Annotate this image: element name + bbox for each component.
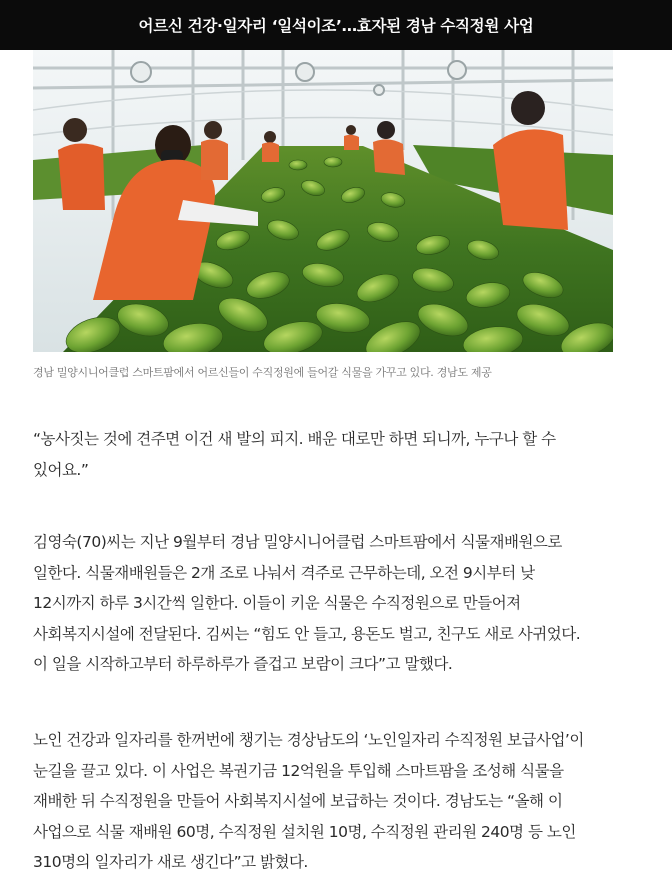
article-photo: [33, 50, 613, 352]
paragraph-line: 사업으로 식물 재배원 60명, 수직정원 설치원 10명, 수직정원 관리원 240명 등 노인: [33, 822, 576, 841]
photo-caption: 경남 밀양시니어클럽 스마트팜에서 어르신들이 수직정원에 들어갈 식물을 가꾸고 있다. 경남도 제공: [33, 366, 492, 379]
article-headline: 어르신 건강·일자리 ‘일석이조’…효자된 경남 수직정원 사업: [138, 17, 534, 35]
paragraph-line: 사회복지시설에 전달된다. 김씨는 “힘도 안 들고, 용돈도 벌고, 친구도 새로 사귀었다.: [33, 624, 581, 643]
paragraph-line: 310명의 일자리가 새로 생긴다”고 밝혔다.: [33, 853, 308, 872]
paragraph-line: 있어요.”: [33, 460, 89, 479]
paragraph-line: “농사짓는 것에 견주면 이건 새 발의 피지. 배운 대로만 하면 되니까, 누구나 할 수: [33, 430, 556, 448]
article-headline-bar: [0, 0, 672, 50]
paragraph-line: 재배한 뒤 수직정원을 만들어 사회복지시설에 보급하는 것이다. 경남도는 “올해 이: [33, 792, 563, 811]
paragraph-line: 김영숙(70)씨는 지난 9월부터 경남 밀양시니어클럽 스마트팜에서 식물재배원으로: [33, 533, 562, 551]
article-paragraph-3: [33, 725, 633, 878]
paragraph-line: 노인 건강과 일자리를 한꺼번에 챙기는 경상남도의 ‘노인일자리 수직정원 보급사업’이: [33, 731, 584, 749]
paragraph-line: 이 일을 시작하고부터 하루하루가 즐겁고 보람이 크다”고 말했다.: [33, 655, 453, 674]
article-paragraph-2: [33, 527, 633, 680]
paragraph-line: 눈길을 끌고 있다. 이 사업은 복권기금 12억원을 투입해 스마트팜을 조성해 식물을: [33, 761, 564, 780]
paragraph-line: 일한다. 식물재배원들은 2개 조로 나눠서 격주로 근무하는데, 오전 9시부터 낮: [33, 563, 535, 582]
article-paragraph-1: [33, 424, 633, 485]
paragraph-line: 12시까지 하루 3시간씩 일한다. 이들이 키운 식물은 수직정원으로 만들어져: [33, 594, 521, 613]
